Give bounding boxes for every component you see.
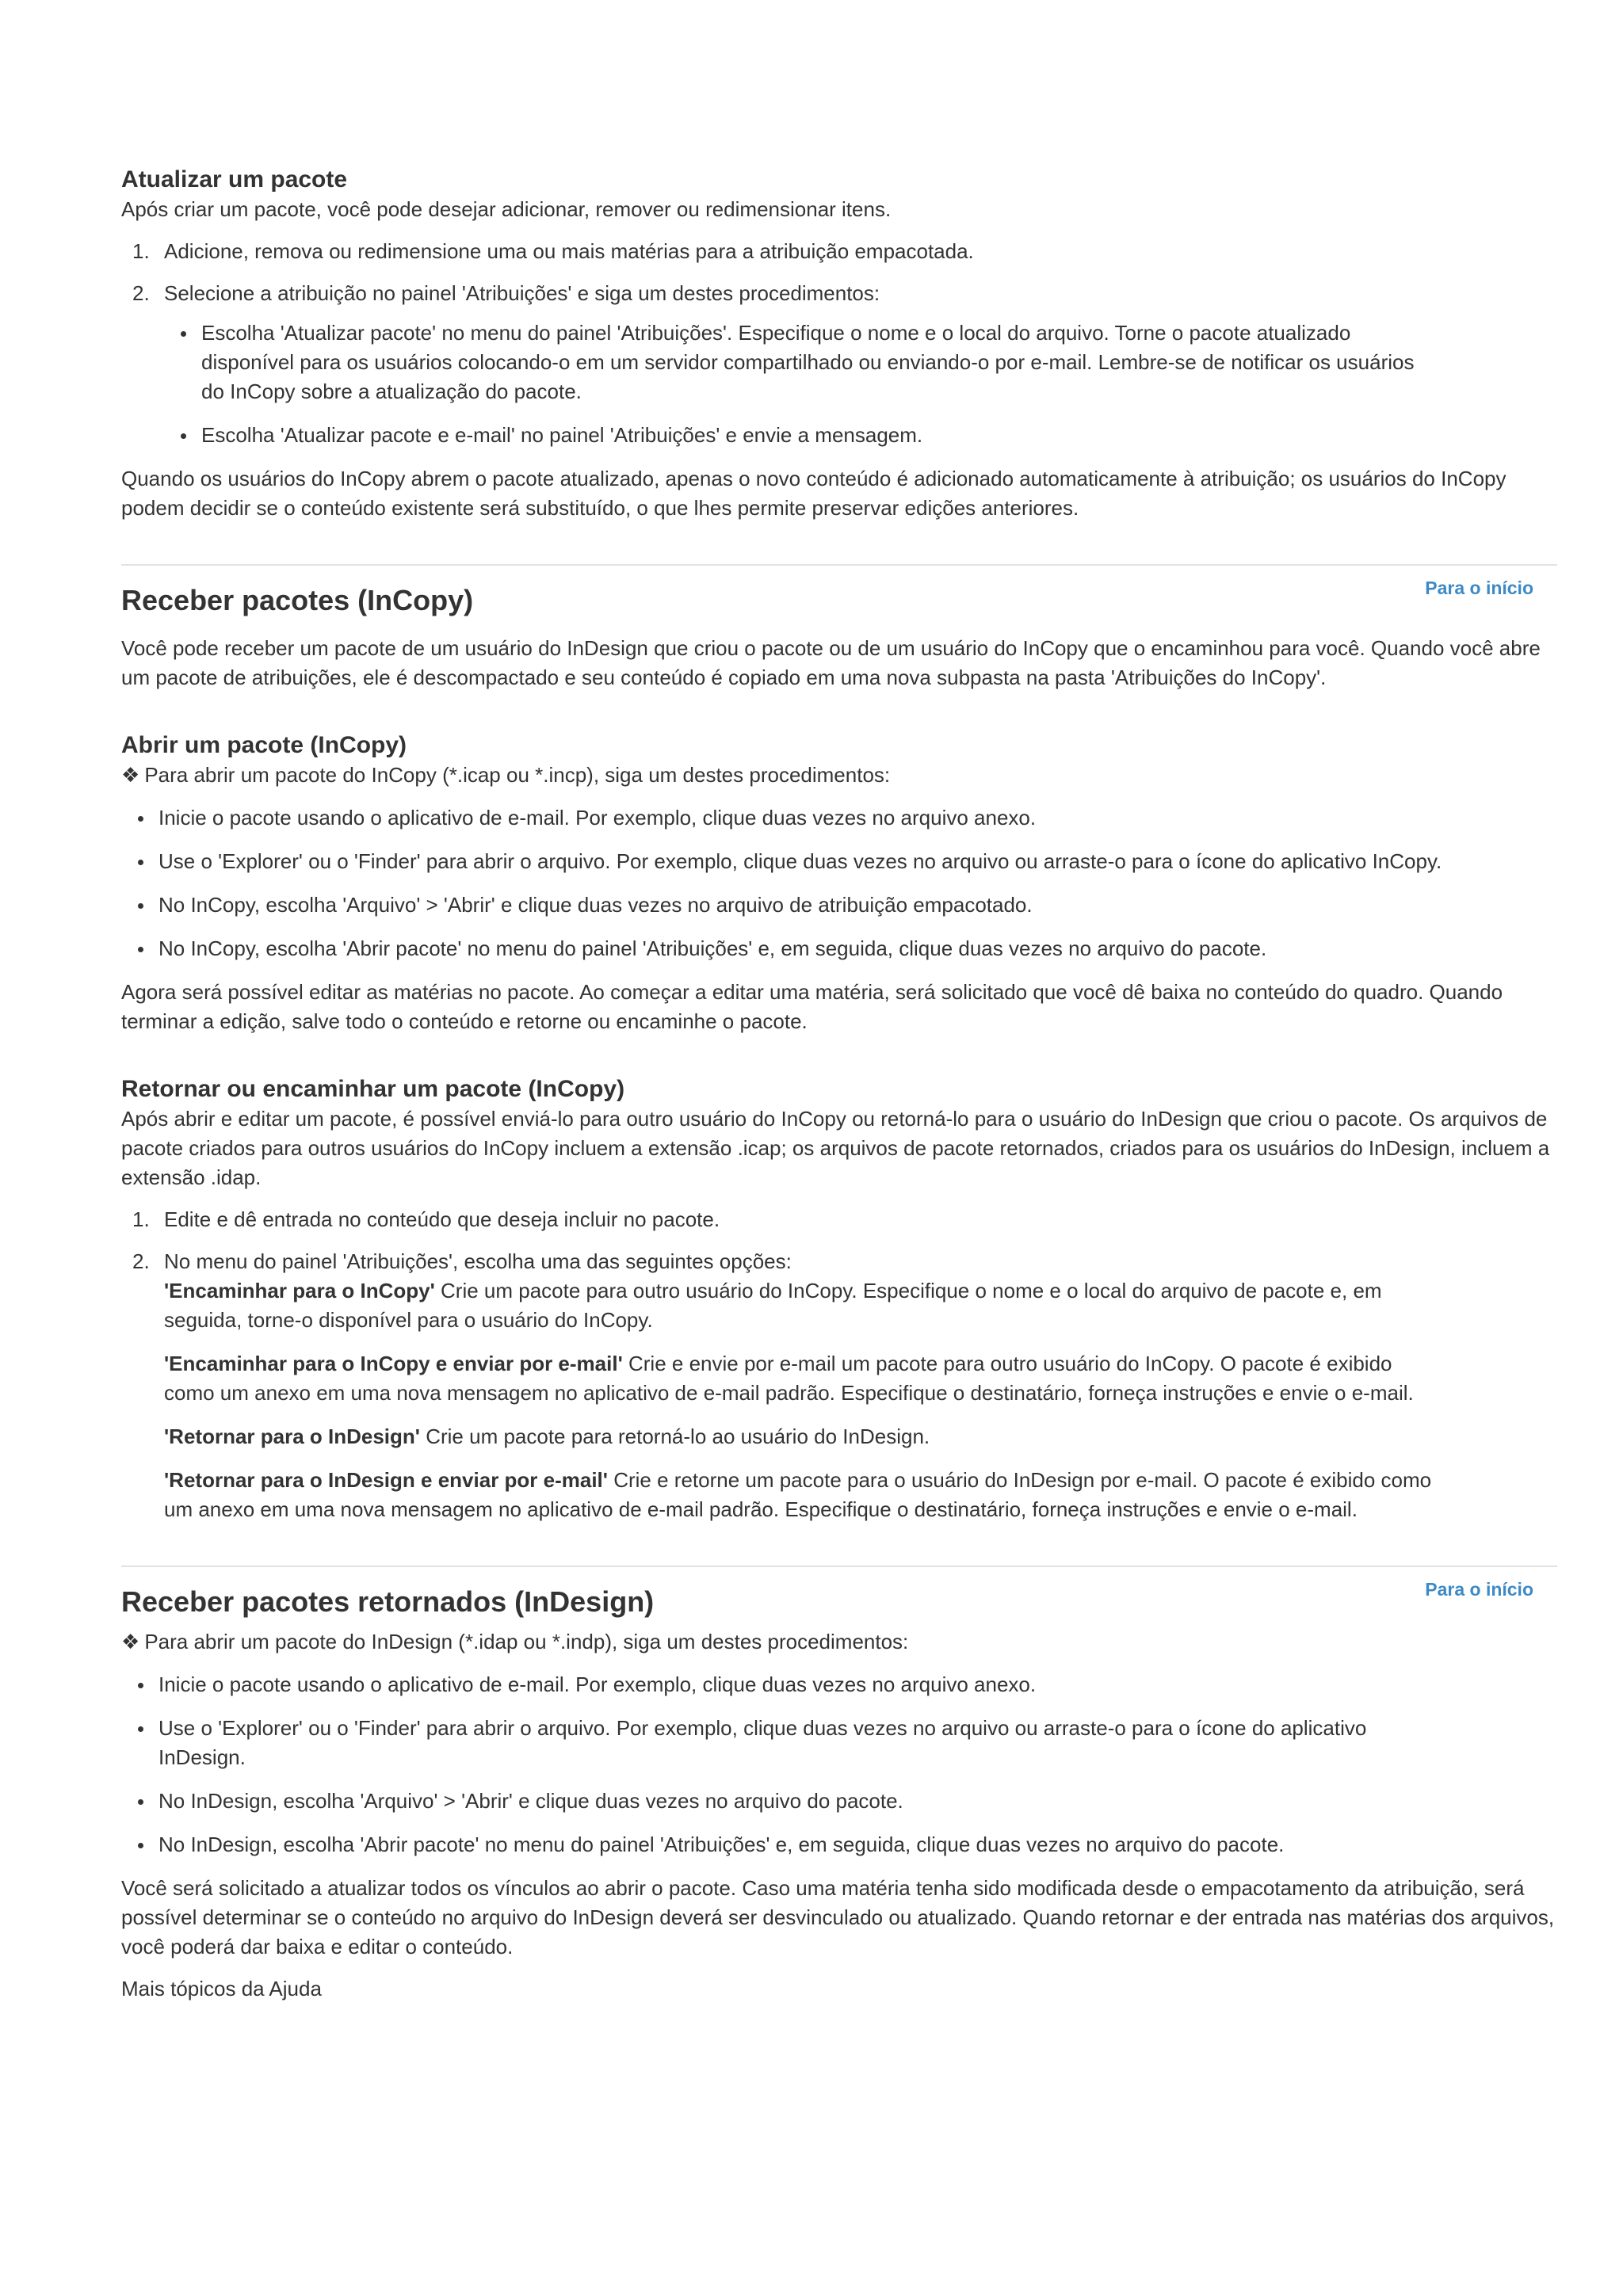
step-number: 1.	[132, 239, 150, 263]
bullet-text: Use o 'Explorer' ou o 'Finder' para abrir o arquivo. Por exemplo, clique duas vezes no arquivo ou arraste-o para o ícone do aplicativo InCopy.	[158, 849, 1442, 873]
list-item	[121, 1830, 1445, 1859]
option-text: Crie e retorne um pacote para o usuário do InDesign por e-mail. O pacote é exibido como um anexo em uma nova mensagem no aplicativo de e-mail padrão. Especifique o destinatário, forneça instruções e envie o e-mail.	[164, 1468, 1432, 1521]
outro-paragraph: Agora será possível editar as matérias no pacote. Ao começar a editar uma matéria, será solicitado que você dê baixa no conteúdo do quadro. Quando terminar a edição, salve todo o conteúdo e retorne ou encaminhe o pacote.	[121, 980, 1503, 1033]
option-encaminhar-email	[164, 1349, 1432, 1408]
list-item	[121, 279, 1557, 308]
step-text: Edite e dê entrada no conteúdo que deseja incluir no pacote.	[164, 1207, 720, 1231]
outro-paragraph: Quando os usuários do InCopy abrem o pacote atualizado, apenas o novo conteúdo é adicionado automaticamente à atribuição; os usuários do InCopy podem decidir se o conteúdo existente será substituído, o que lhes permite preservar edições anteriores.	[121, 467, 1507, 520]
option-text: Crie um pacote para retorná-lo ao usuário do InDesign.	[426, 1425, 930, 1448]
bullet-icon	[138, 1726, 143, 1732]
list-item	[121, 891, 1445, 920]
bullet-icon	[138, 903, 143, 909]
bullet-text: Inicie o pacote usando o aplicativo de e-mail. Por exemplo, clique duas vezes no arquivo anexo.	[158, 806, 1037, 830]
bullet-text: Use o 'Explorer' ou o 'Finder' para abrir o arquivo. Por exemplo, clique duas vezes no arquivo ou arraste-o para o ícone do aplicativo InDesign.	[158, 1716, 1367, 1769]
step-text: No menu do painel 'Atribuições', escolha uma das seguintes opções:	[164, 1249, 792, 1273]
list-item	[164, 318, 1432, 406]
option-text: Crie e envie por e-mail um pacote para outro usuário do InCopy. O pacote é exibido como um anexo em uma nova mensagem no aplicativo de e-mail padrão. Especifique o destinatário, forneça instruções e envie o e-mail.	[164, 1352, 1414, 1405]
diamond-bullet-icon: ❖	[121, 764, 140, 788]
lead-text: Para abrir um pacote do InCopy (*.icap ou *.incp), siga um destes procedimentos:	[144, 763, 891, 787]
list-item	[121, 934, 1445, 963]
section-retornar-encaminhar	[121, 1074, 1557, 1524]
intro-paragraph: Após criar um pacote, você pode desejar adicionar, remover ou redimensionar itens.	[121, 197, 892, 221]
bullet-icon	[138, 1683, 143, 1688]
outro-paragraph: Você será solicitado a atualizar todos os vínculos ao abrir o pacote. Caso uma matéria tenha sido modificada desde o empacotamento da atribuição, será possível determinar se o conteúdo no arquivo do InDesign deverá ser desvinculado ou atualizado. Quando retornar e der entrada nas matérias dos arquivos, você poderá dar baixa e editar o conteúdo.	[121, 1876, 1555, 1958]
list-item	[121, 1787, 1445, 1816]
section-receber-retornados	[121, 1566, 1557, 2004]
bullet-icon	[181, 331, 186, 337]
list-item	[164, 421, 1432, 450]
help-content	[121, 165, 1557, 2004]
back-to-top-link[interactable]: Para o início	[1425, 1579, 1533, 1600]
section-title: Atualizar um pacote	[121, 166, 348, 193]
step-number: 2.	[132, 281, 150, 305]
list-item	[121, 1714, 1445, 1772]
option-label: 'Retornar para o InDesign'	[164, 1425, 420, 1448]
list-item	[121, 847, 1445, 876]
bullet-icon	[138, 1843, 143, 1848]
list-item	[121, 237, 1557, 266]
section-title: Receber pacotes (InCopy)	[121, 584, 474, 616]
bullet-text: Inicie o pacote usando o aplicativo de e-mail. Por exemplo, clique duas vezes no arquivo anexo.	[158, 1672, 1037, 1696]
bullet-text: No InDesign, escolha 'Abrir pacote' no menu do painel 'Atribuições' e, em seguida, clique duas vezes no arquivo do pacote.	[158, 1833, 1285, 1856]
intro-paragraph: Após abrir e editar um pacote, é possível enviá-lo para outro usuário do InCopy ou retorná-lo para o usuário do InDesign que criou o pacote. Os arquivos de pacote criados para outros usuários do InCopy incluem a extensão .icap; os arquivos de pacote retornados, criados para os usuários do InDesign, incluem a extensão .idap.	[121, 1107, 1550, 1189]
bullet-icon	[138, 947, 143, 952]
list-item	[121, 1205, 1557, 1234]
bullet-text: Escolha 'Atualizar pacote' no menu do painel 'Atribuições'. Especifique o nome e o local do arquivo. Torne o pacote atualizado disponível para os usuários colocando-o em um servidor compartilhado ou enviando-o por e-mail. Lembre-se de notificar os usuários do InCopy sobre a atualização do pacote.	[201, 321, 1415, 403]
bullet-text: No InCopy, escolha 'Arquivo' > 'Abrir' e clique duas vezes no arquivo de atribuição empacotado.	[158, 893, 1033, 917]
bullet-list	[121, 803, 1445, 963]
option-retornar-email	[164, 1466, 1432, 1524]
section-receber-pacotes	[121, 564, 1557, 692]
diamond-bullet-icon: ❖	[121, 1630, 140, 1654]
section-abrir-pacote	[121, 730, 1557, 1036]
bullet-icon	[138, 860, 143, 865]
lead-paragraph	[121, 761, 1557, 791]
section-title: Abrir um pacote (InCopy)	[121, 732, 407, 758]
section-title: Receber pacotes retornados (InDesign)	[121, 1585, 655, 1618]
step-number: 1.	[132, 1207, 150, 1231]
back-to-top-link[interactable]: Para o início	[1425, 578, 1533, 598]
step-text: Adicione, remova ou redimensione uma ou mais matérias para a atribuição empacotada.	[164, 239, 974, 263]
steps-list	[121, 237, 1557, 308]
intro-paragraph: Você pode receber um pacote de um usuário do InDesign que criou o pacote ou de um usuário do InCopy que o encaminhou para você. Quando você abre um pacote de atribuições, ele é descompactado e seu conteúdo é copiado em uma nova subpasta na pasta 'Atribuições do InCopy'.	[121, 636, 1541, 689]
step-text: Selecione a atribuição no painel 'Atribuições' e siga um destes procedimentos:	[164, 281, 880, 305]
list-item	[121, 803, 1445, 833]
bullet-icon	[138, 1799, 143, 1805]
option-label: 'Encaminhar para o InCopy e enviar por e-mail'	[164, 1352, 623, 1375]
option-label: 'Retornar para o InDesign e enviar por e-mail'	[164, 1468, 608, 1492]
more-help-topics: Mais tópicos da Ajuda	[121, 1977, 322, 2000]
bullet-icon	[138, 816, 143, 822]
option-encaminhar-incopy	[164, 1276, 1432, 1335]
bullet-text: No InDesign, escolha 'Arquivo' > 'Abrir' e clique duas vezes no arquivo do pacote.	[158, 1789, 903, 1813]
list-item	[121, 1670, 1445, 1699]
lead-text: Para abrir um pacote do InDesign (*.idap ou *.indp), siga um destes procedimentos:	[144, 1630, 909, 1653]
bullet-list	[164, 318, 1432, 450]
steps-list	[121, 1205, 1557, 1276]
section-title: Retornar ou encaminhar um pacote (InCopy)	[121, 1076, 625, 1102]
bullet-text: No InCopy, escolha 'Abrir pacote' no menu do painel 'Atribuições' e, em seguida, clique duas vezes no arquivo do pacote.	[158, 936, 1267, 960]
option-label: 'Encaminhar para o InCopy'	[164, 1279, 435, 1302]
bullet-icon	[181, 433, 186, 439]
bullet-text: Escolha 'Atualizar pacote e e-mail' no painel 'Atribuições' e envie a mensagem.	[201, 423, 923, 447]
option-text: Crie um pacote para outro usuário do InCopy. Especifique o nome e o local do arquivo de pacote e, em seguida, torne-o disponível para o usuário do InCopy.	[164, 1279, 1382, 1332]
step-number: 2.	[132, 1249, 150, 1273]
option-retornar-indesign	[164, 1422, 1432, 1451]
section-atualizar-pacote	[121, 165, 1557, 523]
list-item	[121, 1247, 1557, 1276]
lead-paragraph	[121, 1627, 1557, 1657]
bullet-list	[121, 1670, 1445, 1859]
